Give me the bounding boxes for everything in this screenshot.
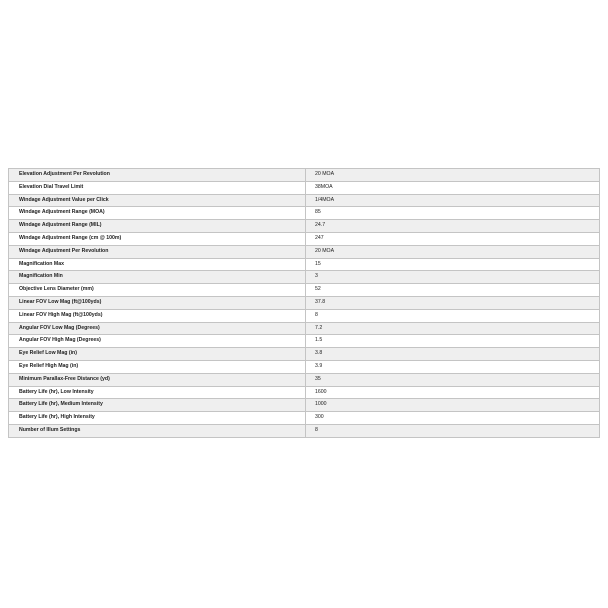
spec-row <box>9 399 600 412</box>
spec-row <box>9 284 600 297</box>
spec-value: 1.5 <box>306 335 600 348</box>
spec-row <box>9 424 600 437</box>
spec-value: 1/4MOA <box>306 194 600 207</box>
spec-value: 15 <box>306 258 600 271</box>
spec-value: 20 MOA <box>306 169 600 182</box>
spec-value: 1600 <box>306 386 600 399</box>
spec-label: Battery Life (hr), High Intensity <box>9 412 306 425</box>
spec-row <box>9 322 600 335</box>
spec-value: 20 MOA <box>306 245 600 258</box>
spec-label: Linear FOV Low Mag (ft@100yds) <box>9 296 306 309</box>
spec-value: 52 <box>306 284 600 297</box>
spec-row <box>9 348 600 361</box>
spec-table-body <box>9 169 600 438</box>
spec-row <box>9 271 600 284</box>
spec-value: 7.2 <box>306 322 600 335</box>
spec-table <box>8 168 600 438</box>
spec-value: 8 <box>306 424 600 437</box>
spec-value: 3 <box>306 271 600 284</box>
spec-label: Linear FOV High Mag (ft@100yds) <box>9 309 306 322</box>
spec-label: Magnification Min <box>9 271 306 284</box>
spec-label: Windage Adjustment Range (cm @ 100m) <box>9 232 306 245</box>
spec-label: Objective Lens Diameter (mm) <box>9 284 306 297</box>
spec-value: 3.9 <box>306 360 600 373</box>
spec-row <box>9 220 600 233</box>
spec-label: Angular FOV High Mag (Degrees) <box>9 335 306 348</box>
spec-row <box>9 373 600 386</box>
spec-label: Magnification Max <box>9 258 306 271</box>
spec-row <box>9 181 600 194</box>
spec-value: 3.8 <box>306 348 600 361</box>
spec-label: Number of Illum Settings <box>9 424 306 437</box>
spec-row <box>9 386 600 399</box>
spec-label: Battery Life (hr), Low Intensity <box>9 386 306 399</box>
spec-value: 247 <box>306 232 600 245</box>
spec-row <box>9 309 600 322</box>
spec-value: 24.7 <box>306 220 600 233</box>
spec-label: Elevation Adjustment Per Revolution <box>9 169 306 182</box>
spec-row <box>9 296 600 309</box>
spec-value: 300 <box>306 412 600 425</box>
spec-label: Battery Life (hr), Medium Intensity <box>9 399 306 412</box>
spec-value: 37.8 <box>306 296 600 309</box>
spec-label: Windage Adjustment Range (MOA) <box>9 207 306 220</box>
spec-row <box>9 194 600 207</box>
spec-row <box>9 207 600 220</box>
spec-label: Eye Relief High Mag (in) <box>9 360 306 373</box>
spec-value: 85 <box>306 207 600 220</box>
spec-value: 35 <box>306 373 600 386</box>
spec-label: Minimum Parallax-Free Distance (yd) <box>9 373 306 386</box>
spec-label: Angular FOV Low Mag (Degrees) <box>9 322 306 335</box>
spec-row <box>9 169 600 182</box>
spec-row <box>9 258 600 271</box>
spec-label: Elevation Dial Travel Limit <box>9 181 306 194</box>
spec-row <box>9 335 600 348</box>
spec-value: 38MOA <box>306 181 600 194</box>
spec-label: Windage Adjustment Per Revolution <box>9 245 306 258</box>
spec-row <box>9 412 600 425</box>
spec-row <box>9 245 600 258</box>
spec-row <box>9 360 600 373</box>
spec-value: 1000 <box>306 399 600 412</box>
spec-label: Windage Adjustment Range (MIL) <box>9 220 306 233</box>
spec-value: 8 <box>306 309 600 322</box>
spec-row <box>9 232 600 245</box>
spec-label: Eye Relief Low Mag (in) <box>9 348 306 361</box>
spec-label: Windage Adjustment Value per Click <box>9 194 306 207</box>
